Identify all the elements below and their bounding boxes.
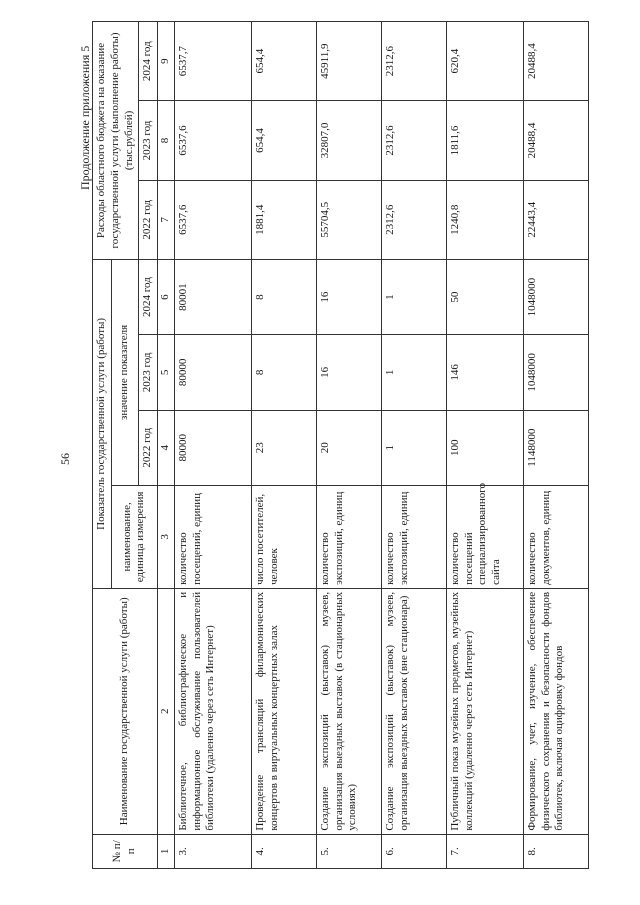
value-2022: 80000 — [174, 410, 251, 485]
header-year: 2024 год — [139, 22, 158, 101]
row-number: 6. — [381, 834, 446, 868]
budget-2022: 6537,6 — [174, 180, 251, 259]
value-2024: 16 — [316, 259, 381, 334]
value-2024: 1048000 — [523, 259, 588, 334]
budget-2024: 20488,4 — [523, 22, 588, 101]
header-budget-group: Расходы областного бюджета на оказание государственной услуги (выполнение работы) (тыс.рублей) — [93, 22, 139, 260]
service-name: Проведение трансляций филармонических концертов в виртуальных концертных залах — [251, 588, 316, 834]
service-name: Создание экспозиций (выставок) музеев, организация выездных выставок (вне стационара) — [381, 588, 446, 834]
header-indicator-group: Показатель государственной услуги (работы) — [93, 259, 112, 588]
row-number: 3. — [174, 834, 251, 868]
value-2024: 8 — [251, 259, 316, 334]
budget-2023: 20488,4 — [523, 101, 588, 180]
value-2024: 80001 — [174, 259, 251, 334]
value-2023: 8 — [251, 335, 316, 410]
column-number: 6 — [158, 259, 175, 334]
value-2023: 146 — [446, 335, 523, 410]
budget-2023: 32807,0 — [316, 101, 381, 180]
header-year: 2022 год — [139, 410, 158, 485]
budget-2023: 2312,6 — [381, 101, 446, 180]
column-number: 8 — [158, 101, 175, 180]
row-number: 4. — [251, 834, 316, 868]
budget-2022: 1881,4 — [251, 180, 316, 259]
service-name: Создание экспозиций (выставок) музеев, организация выездных выставок (в стационарных условиях) — [316, 588, 381, 834]
value-2024: 1 — [381, 259, 446, 334]
value-2023: 1 — [381, 335, 446, 410]
value-2022: 100 — [446, 410, 523, 485]
column-number: 5 — [158, 335, 175, 410]
header-year: 2024 год — [139, 259, 158, 334]
row-number: 8. — [523, 834, 588, 868]
column-numbers-row — [158, 22, 175, 869]
header-value-group: значение показателя — [111, 259, 139, 485]
value-2024: 50 — [446, 259, 523, 334]
header-year: 2022 год — [139, 180, 158, 259]
table-row — [446, 22, 523, 869]
budget-2023: 654,4 — [251, 101, 316, 180]
header-col-num: № п/п — [93, 834, 158, 868]
budget-2022: 55704,5 — [316, 180, 381, 259]
value-2022: 1148000 — [523, 410, 588, 485]
budget-2022: 1240,8 — [446, 180, 523, 259]
value-2023: 16 — [316, 335, 381, 410]
budget-2022: 2312,6 — [381, 180, 446, 259]
continuation-label: Продолжение приложения 5 — [78, 45, 92, 190]
budget-2022: 22443,4 — [523, 180, 588, 259]
row-number: 5. — [316, 834, 381, 868]
header-year: 2023 год — [139, 335, 158, 410]
column-number: 1 — [158, 834, 175, 868]
value-2022: 23 — [251, 410, 316, 485]
value-2023: 1048000 — [523, 335, 588, 410]
table-row — [174, 22, 251, 869]
service-name: Формирование, учет, изучение, обеспечение физического сохранения и безопасности фондов библиотек, включая оцифровку фондов — [523, 588, 588, 834]
unit-name: количество документов, единиц — [523, 485, 588, 588]
page-number: 56 — [58, 453, 72, 465]
value-2023: 80000 — [174, 335, 251, 410]
column-number: 9 — [158, 22, 175, 101]
service-name: Публичный показ музейных предметов, музейных коллекций (удаленно через сеть Интернет) — [446, 588, 523, 834]
header-unit: наименование, единица измерения — [111, 485, 157, 588]
table-row — [251, 22, 316, 869]
table-row — [381, 22, 446, 869]
column-number: 3 — [158, 485, 175, 588]
service-name: Библиотечное, библиографическое и информационное обслуживание пользователей библиотеки (удаленно через сеть Интернет) — [174, 588, 251, 834]
value-2022: 1 — [381, 410, 446, 485]
header-col-name: Наименование государственной услуги (работы) — [93, 588, 158, 834]
table-row — [523, 22, 588, 869]
unit-name: количество экспозиций, единиц — [381, 485, 446, 588]
budget-2024: 45911,9 — [316, 22, 381, 101]
budget-2024: 654,4 — [251, 22, 316, 101]
column-number: 2 — [158, 588, 175, 834]
budget-2024: 620,4 — [446, 22, 523, 101]
table-header — [93, 22, 158, 869]
unit-name: количество посещений специализированного сайта — [446, 485, 523, 588]
row-number: 7. — [446, 834, 523, 868]
value-2022: 20 — [316, 410, 381, 485]
unit-name: количество посещений, единиц — [174, 485, 251, 588]
column-number: 4 — [158, 410, 175, 485]
budget-2024: 2312,6 — [381, 22, 446, 101]
unit-name: количество экспозиций, единиц — [316, 485, 381, 588]
budget-2024: 6537,7 — [174, 22, 251, 101]
column-number: 7 — [158, 180, 175, 259]
unit-name: число посетителей, человек — [251, 485, 316, 588]
budget-table — [92, 21, 589, 869]
table-body — [174, 22, 588, 869]
header-year: 2023 год — [139, 101, 158, 180]
table-row — [316, 22, 381, 869]
budget-2023: 6537,6 — [174, 101, 251, 180]
budget-2023: 1811,6 — [446, 101, 523, 180]
